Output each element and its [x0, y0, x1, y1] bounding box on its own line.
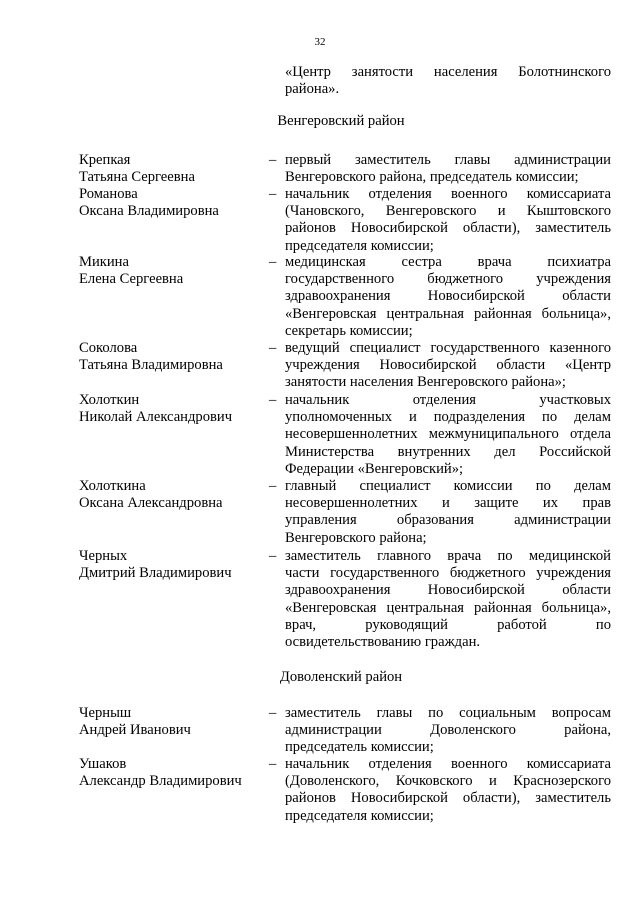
- member-name: [79, 478, 269, 512]
- position-line: медицинская сестра врача психиатра: [285, 254, 611, 270]
- member-name: [79, 705, 269, 739]
- member-position: [285, 340, 611, 392]
- member-entry: [79, 478, 619, 547]
- page-number: 32: [314, 36, 326, 48]
- member-given-names: Елена Сергеевна: [79, 271, 184, 288]
- continuation-text: [285, 64, 611, 98]
- member-position: [285, 254, 611, 340]
- member-entry: [79, 152, 619, 186]
- dash-separator: –: [269, 756, 277, 772]
- dash-separator: –: [269, 705, 277, 721]
- dash-separator: –: [269, 254, 277, 270]
- member-entry: [79, 340, 619, 392]
- member-position: [285, 392, 611, 478]
- position-line: здравоохранения Новосибирской области: [285, 288, 611, 305]
- member-given-names: Татьяна Владимировна: [79, 357, 223, 374]
- dash-separator: –: [269, 186, 277, 202]
- member-surname: Романова: [79, 186, 138, 202]
- position-line: начальник отделения военного комиссариата: [285, 186, 611, 202]
- member-entry: [79, 392, 619, 478]
- section-title: Доволенский район: [279, 669, 403, 685]
- position-line: председателя комиссии;: [285, 807, 434, 824]
- member-entry: [79, 186, 619, 255]
- position-line: главный специалист комиссии по делам: [285, 478, 611, 494]
- position-line: заместитель главы по социальным вопросам: [285, 705, 611, 721]
- position-line: первый заместитель главы администрации: [285, 152, 611, 168]
- position-line: «Венгеровская центральная районная больница»,: [285, 599, 611, 616]
- member-name: [79, 152, 269, 186]
- position-line: (Доволенского, Кочковского и Краснозерского: [285, 773, 611, 790]
- member-position: [285, 548, 611, 651]
- position-line: Министерства внутренних дел Российской: [285, 443, 611, 460]
- member-name: [79, 756, 269, 790]
- member-surname: Холоткин: [79, 392, 140, 408]
- member-position: [285, 478, 611, 547]
- dash-separator: –: [269, 392, 277, 408]
- member-name: [79, 392, 269, 426]
- dash-separator: –: [269, 340, 277, 356]
- position-line: несовершеннолетних и защите их прав: [285, 495, 611, 512]
- position-line: начальник отделения участковых: [285, 392, 611, 408]
- member-entry: [79, 756, 619, 825]
- dash-separator: –: [269, 548, 277, 564]
- member-surname: Соколова: [79, 340, 138, 356]
- position-line: освидетельствованию граждан.: [285, 634, 481, 651]
- position-line: учреждения Новосибирской области «Центр: [285, 357, 611, 374]
- position-line: районов Новосибирской области), заместитель: [285, 790, 611, 807]
- member-surname: Холоткина: [79, 478, 146, 494]
- member-given-names: Николай Александрович: [79, 409, 233, 426]
- member-given-names: Оксана Александровна: [79, 495, 223, 512]
- member-entry: [79, 548, 619, 651]
- position-line: председатель комиссии;: [285, 739, 434, 756]
- member-position: [285, 186, 611, 255]
- member-given-names: Дмитрий Владимирович: [79, 565, 232, 582]
- position-line: несовершеннолетних межмуниципального отдела: [285, 426, 611, 443]
- text-line: «Центр занятости населения Болотнинского: [285, 64, 611, 80]
- position-line: уполномоченных и подразделения по делам: [285, 409, 611, 426]
- member-entry: [79, 705, 619, 757]
- member-position: [285, 705, 611, 757]
- position-line: председателя комиссии;: [285, 237, 434, 254]
- position-line: районов Новосибирской области), заместитель: [285, 220, 611, 237]
- position-line: Федерации «Венгеровский»;: [285, 460, 464, 477]
- member-given-names: Александр Владимирович: [79, 773, 242, 790]
- position-line: Венгеровского района, председатель комиссии;: [285, 169, 579, 186]
- member-surname: Черныш: [79, 705, 132, 721]
- text-line: района».: [285, 81, 340, 98]
- member-surname: Микина: [79, 254, 129, 270]
- member-name: [79, 548, 269, 582]
- member-position: [285, 756, 611, 825]
- member-surname: Ушаков: [79, 756, 127, 772]
- position-line: заместитель главного врача по медицинской: [285, 548, 611, 564]
- section-title: Венгеровский район: [277, 113, 405, 129]
- position-line: ведущий специалист государственного казенного: [285, 340, 611, 356]
- position-line: части государственного бюджетного учреждения: [285, 565, 611, 582]
- position-line: (Чановского, Венгеровского и Кыштовского: [285, 203, 611, 220]
- member-name: [79, 254, 269, 288]
- member-given-names: Татьяна Сергеевна: [79, 169, 195, 186]
- member-given-names: Оксана Владимировна: [79, 203, 219, 220]
- member-surname: Крепкая: [79, 152, 131, 168]
- position-line: начальник отделения военного комиссариата: [285, 756, 611, 772]
- position-line: государственного бюджетного учреждения: [285, 271, 611, 288]
- position-line: администрации Доволенского района,: [285, 722, 611, 739]
- member-entry: [79, 254, 619, 340]
- position-line: управления образования администрации: [285, 512, 611, 529]
- position-line: «Венгеровская центральная районная больница»,: [285, 305, 611, 322]
- position-line: здравоохранения Новосибирской области: [285, 582, 611, 599]
- member-position: [285, 152, 611, 186]
- member-name: [79, 340, 269, 374]
- position-line: занятости населения Венгеровского района»;: [285, 374, 566, 391]
- dash-separator: –: [269, 478, 277, 494]
- position-line: Венгеровского района;: [285, 529, 427, 546]
- member-surname: Черных: [79, 548, 128, 564]
- member-name: [79, 186, 269, 220]
- position-line: врач, руководящий работой по: [285, 616, 611, 633]
- position-line: секретарь комиссии;: [285, 322, 413, 339]
- dash-separator: –: [269, 152, 277, 168]
- member-given-names: Андрей Иванович: [79, 722, 191, 739]
